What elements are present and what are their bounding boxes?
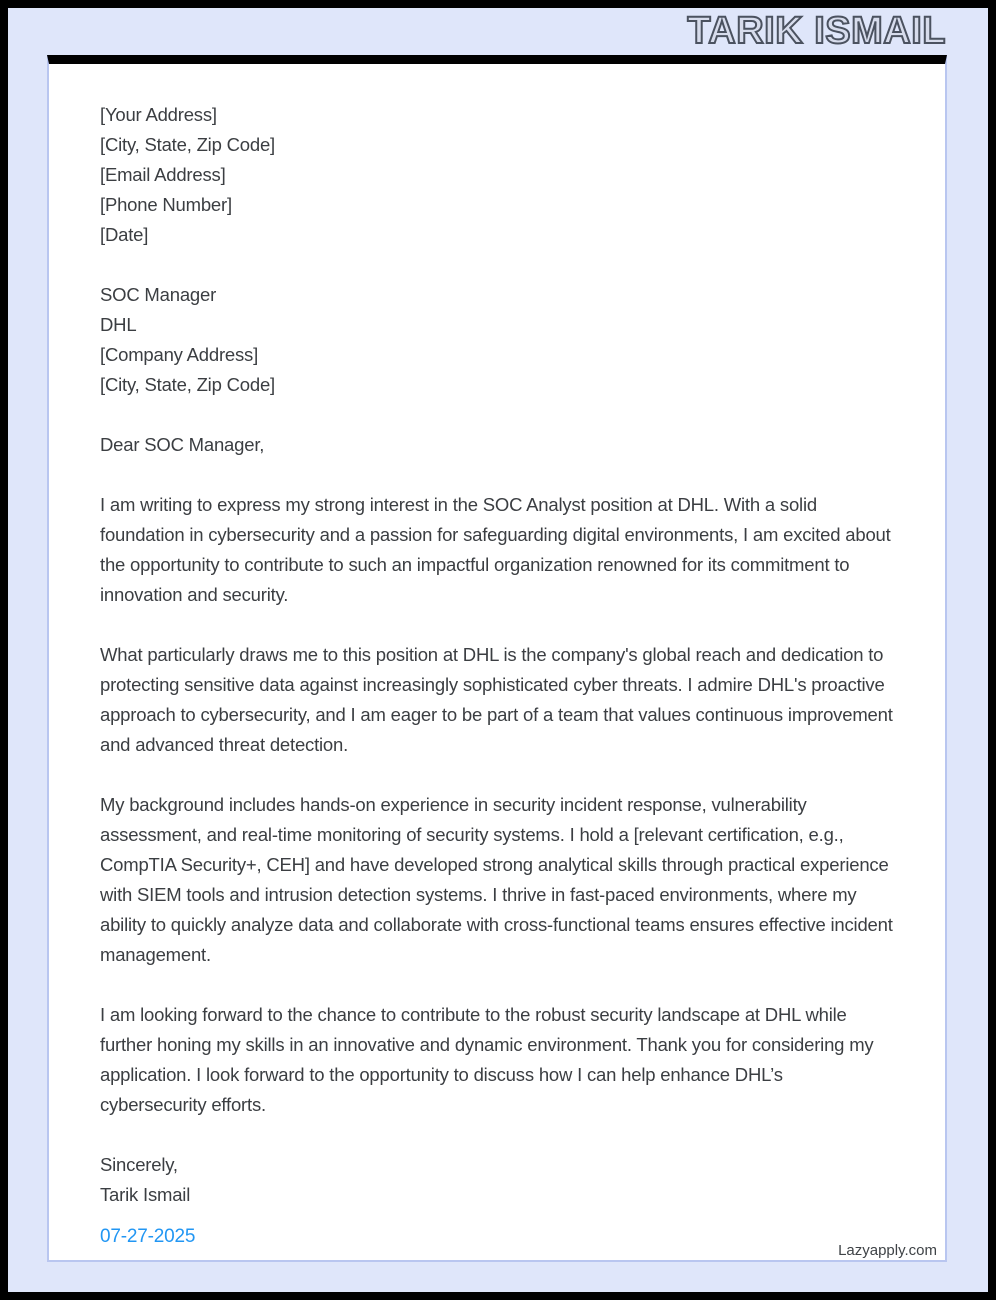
closing-line: Sincerely,	[100, 1154, 178, 1175]
paragraph-motivation: What particularly draws me to this position at DHL is the company's global reach and dedication to protecting sensitive data against increasingly sophisticated cyber threats. I admire DHL's proactive approach to cybersecurity, and I am eager to be part of a team that values continuous improvement and advanced threat detection.	[100, 644, 893, 755]
brand-footer-link[interactable]: Lazyapply.com	[838, 1242, 937, 1259]
closing-block	[100, 1150, 893, 1210]
letter-page	[47, 55, 947, 1262]
header-name: TARIK ISMAIL	[687, 10, 946, 52]
signature-name: Tarik Ismail	[100, 1184, 191, 1205]
paragraph-background: My background includes hands-on experience in security incident response, vulnerability assessment, and real-time monitoring of security systems. I hold a [relevant certification, e.g., CompTIA Security+, CEH] and have developed strong analytical skills through practical experience with SIEM tools and intrusion detection systems. I thrive in fast-paced environments, where my ability to quickly analyze data and collaborate with cross-functional teams ensures effective incident management.	[100, 794, 893, 965]
recipient-address-line: [Company Address]	[100, 344, 259, 365]
paragraph-closing: I am looking forward to the chance to contribute to the robust security landscape at DHL while further honing my skills in an innovative and dynamic environment. Thank you for considering my application. I look forward to the opportunity to discuss how I can help enhance DHL’s cybersecurity efforts.	[100, 1004, 874, 1115]
recipient-title-line: SOC Manager	[100, 284, 217, 305]
recipient-company-line: DHL	[100, 314, 137, 335]
letter-content	[49, 64, 945, 1252]
document-canvas	[8, 8, 988, 1292]
sender-email-line: [Email Address]	[100, 164, 226, 185]
sender-block	[100, 100, 893, 250]
letter-date[interactable]: 07-27-2025	[100, 1226, 196, 1247]
salutation: Dear SOC Manager,	[100, 434, 265, 455]
recipient-city-line: [City, State, Zip Code]	[100, 374, 275, 395]
paragraph-intro: I am writing to express my strong interest in the SOC Analyst position at DHL. With a solid foundation in cybersecurity and a passion for safeguarding digital environments, I am excited about the opportunity to contribute to such an impactful organization renowned for its commitment to innovation and security.	[100, 494, 891, 605]
sender-date-line: [Date]	[100, 224, 149, 245]
recipient-block	[100, 280, 893, 400]
sender-city-line: [City, State, Zip Code]	[100, 134, 275, 155]
sender-address-line: [Your Address]	[100, 104, 217, 125]
sender-phone-line: [Phone Number]	[100, 194, 232, 215]
